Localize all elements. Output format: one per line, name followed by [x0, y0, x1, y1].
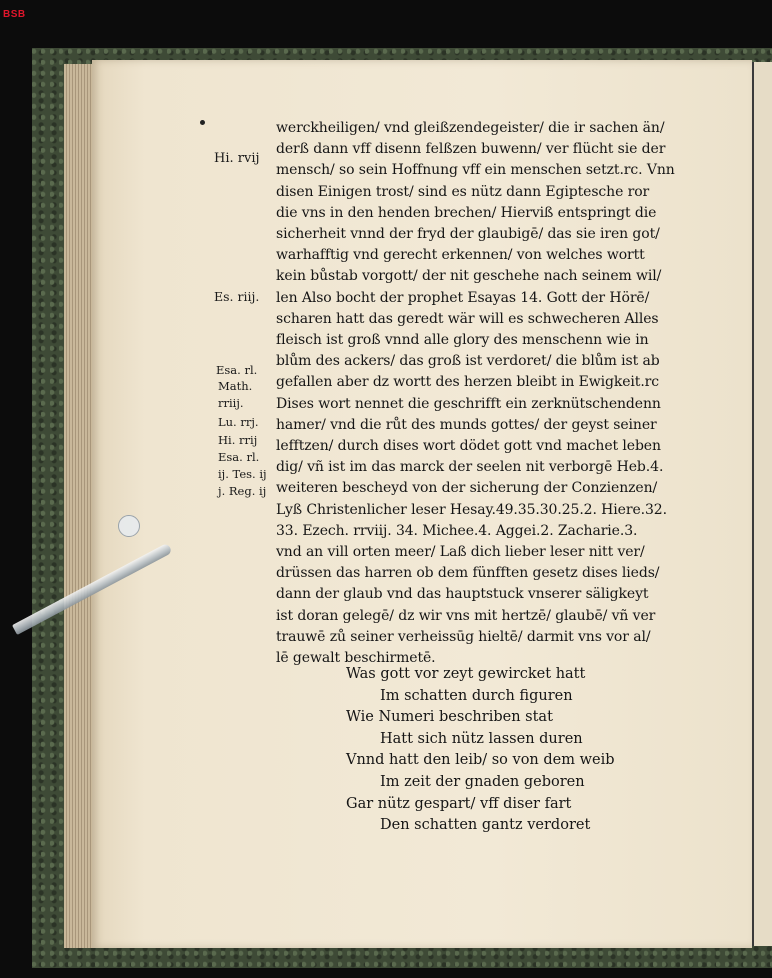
body-line: 33. Ezech. rrviij. 34. Michee.4. Aggei.2. Zacharie.3. [276, 522, 638, 539]
verse-line: Wie Numeri beschriben stat [346, 709, 553, 726]
ink-dot [200, 120, 205, 125]
verse-line: Den schatten gantz verdoret [380, 817, 591, 834]
verse-line: Hatt sich nütz lassen duren [380, 730, 583, 747]
body-line: weiteren bescheyd von der sicherung der Conzienzen/ [276, 480, 658, 497]
verse-line: Vnnd hatt den leib/ so von dem weib [346, 752, 615, 769]
body-line: hamer/ vnd die růt des munds gottes/ der geyst seiner [276, 416, 657, 433]
body-line: lē gewalt beschirmetē. [276, 650, 436, 667]
margin-note-hi: Hi. rvij [214, 151, 260, 166]
library-watermark: BSB [3, 9, 26, 20]
body-line: ist doran gelegē/ dz wir vns mit hertzē/ glaubē/ vñ ver [276, 607, 656, 624]
body-line: dig/ vñ ist im das marck der seelen nit verborgē Heb.4. [276, 459, 664, 476]
body-line: scharen hatt das geredt wär will es schwecheren Alles [276, 310, 659, 327]
verse-line: Im schatten durch figuren [380, 687, 573, 704]
page-holder-tip [118, 515, 140, 537]
body-line: Lyß Christenlicher leser Hesay.49.35.30.25.2. Hiere.32. [276, 501, 667, 518]
body-line: dann der glaub vnd das hauptstuck vnserer säligkeyt [276, 586, 649, 603]
margin-note-math: Math. [218, 379, 253, 393]
body-line: die vns in den henden brechen/ Hierviß entspringt die [276, 204, 657, 221]
verse-line: Gar nütz gespart/ vff diser fart [346, 795, 572, 812]
body-line: vnd an vill orten meer/ Laß dich lieber leser nitt ver/ [276, 544, 645, 561]
margin-note-hi-2: Hi. rrij [218, 433, 258, 447]
body-line: werckheiligen/ vnd gleißzendegeister/ die ir sachen än/ [276, 120, 665, 136]
body-line: mensch/ so sein Hoffnung vff ein menschen setzt.rc. Vnn [276, 162, 675, 179]
body-line: sicherheit vnnd der fryd der glaubigē/ das sie iren got/ [276, 226, 660, 243]
margin-note-tes: ij. Tes. ij [218, 467, 267, 481]
margin-note-lu: Lu. rrj. [218, 415, 259, 429]
body-line: blům des ackers/ das groß ist verdoret/ die blům ist ab [276, 353, 660, 370]
margin-note-esa-2: Esa. rl. [216, 363, 258, 377]
body-line: disen Einigen trost/ sind es nütz dann Egiptesche ror [276, 183, 650, 200]
verse-line: Im zeit der gnaden geboren [380, 773, 585, 790]
body-line: drüssen das harren ob dem fünfften gesetz dises lieds/ [276, 565, 660, 582]
body-line: gefallen aber dz wortt des herzen bleibt in Ewigkeit.rc [276, 374, 660, 391]
body-line: derß dann vff disenn felßzen buwenn/ ver flücht sie der [276, 141, 666, 158]
body-line: len Also bocht der prophet Esayas 14. Gott der Hörē/ [276, 289, 650, 306]
body-line: Dises wort nennet die geschrifft ein zerknütschendenn [276, 395, 661, 412]
margin-note-esa-3: Esa. rl. [218, 450, 260, 464]
hymn-verse [346, 664, 615, 837]
margin-note-reg: j. Reg. ij [218, 484, 267, 498]
margin-note-math-num: rriij. [218, 396, 244, 410]
body-line: warhafftig vnd gerecht erkennen/ von welches wortt [276, 247, 645, 264]
body-line: fleisch ist groß vnnd alle glory des menschenn wie in [276, 332, 649, 349]
body-text-block [276, 118, 712, 669]
verse-line: Was gott vor zeyt gewircket hatt [346, 666, 586, 682]
facing-page-edge [752, 62, 772, 946]
body-line: lefftzen/ durch dises wort dödet gott vnd machet leben [276, 438, 661, 455]
margin-note-esa-1: Es. riij. [214, 289, 260, 304]
body-line: kein bůstab vorgott/ der nit geschehe nach seinem wil/ [276, 268, 662, 285]
body-line: trauwē zů seiner verheissūg hieltē/ darmit vns vor al/ [276, 628, 651, 645]
